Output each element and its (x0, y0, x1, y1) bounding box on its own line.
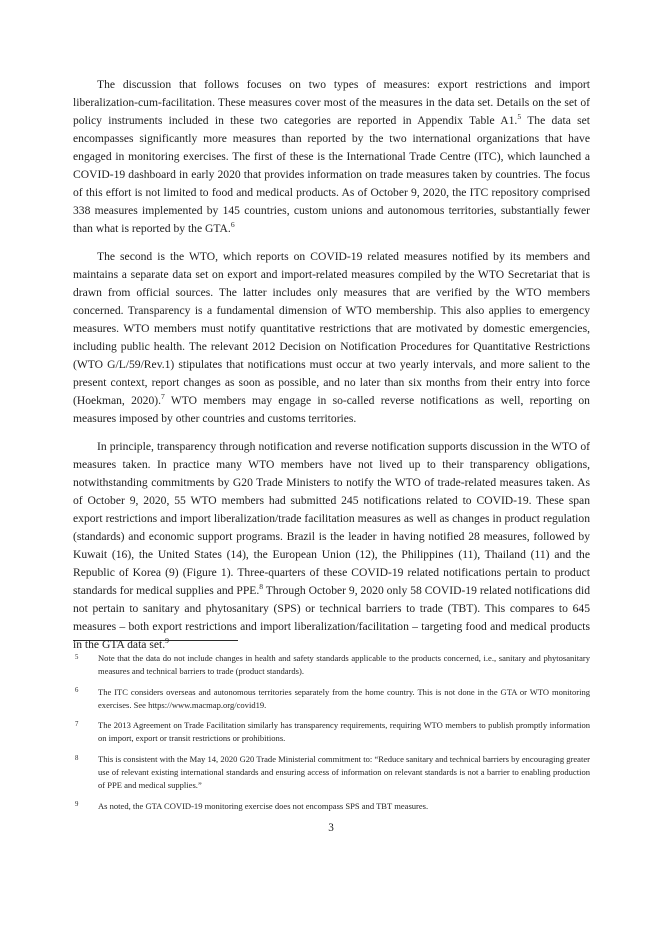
footnote-marker: 7 (75, 720, 79, 728)
footnote-item (73, 652, 590, 678)
footnote-reference-8[interactable]: 8 (259, 582, 264, 592)
paragraph-2 (73, 248, 590, 428)
page-number: 3 (328, 822, 334, 834)
footnote-item (73, 686, 590, 712)
footnote-marker: 8 (75, 754, 79, 762)
footnote-item (73, 800, 590, 813)
paragraph-1-text-b: The data set encompasses significantly more measures than reported by the two international organizations that have engaged in monitoring exercises. The first of these is the International Trade Centre (ITC), which launched a COVID-19 dashboard in early 2020 that provides information on trade measures taken by countries. The focus of this effort is not limited to food and medical products. As of October 9, 2020, the ITC repository comprised 338 measures implemented by 145 countries, custom unions and autonomous territories, substantially fewer than what is reported by the GTA. (73, 114, 591, 236)
paragraph-2-text-b: WTO members may engage in so-called reverse notifications as well, reporting on measures imposed by other countries and customs territories. (73, 394, 590, 426)
body-text-column (73, 76, 590, 654)
paragraph-1-text-a: The discussion that follows focuses on two types of measures: export restrictions and import liberalization-cum-facilitation. These measures cover most of the measures in the data set. Details on the set of policy instruments included in these two categories are reported in Appendix Table A1. (73, 78, 590, 128)
footnote-text: The ITC considers overseas and autonomous territories separately from the home country. This is not done in the GTA or WTO monitoring exercises. See https://www.macmap.org/covid19. (98, 686, 590, 710)
footnote-text: This is consistent with the May 14, 2020 G20 Trade Ministerial commitment to: “Reduce sanitary and technical barriers by encouraging greater use of relevant existing international standards and ensuring access of information on relevant standards is not a barrier to enabling production of PPE and medical supplies.” (98, 754, 590, 791)
footnote-reference-5[interactable]: 5 (517, 112, 522, 122)
footnote-reference-7[interactable]: 7 (161, 392, 165, 402)
footnote-separator-rule (73, 640, 238, 641)
footnote-marker: 9 (75, 801, 79, 809)
footnote-text: Note that the data do not include changes in health and safety standards applicable to the products concerned, i.e., sanitary and phytosanitary measures and technical barriers to trade (product standards). (98, 653, 590, 677)
footnote-item (73, 753, 590, 792)
footnote-marker: 5 (75, 653, 79, 661)
footnote-text: As noted, the GTA COVID-19 monitoring exercise does not encompass SPS and TBT measures. (98, 800, 429, 811)
footnote-marker: 6 (75, 687, 79, 695)
footnote-text: The 2013 Agreement on Trade Facilitation similarly has transparency requirements, requiring WTO members to publish promptly information on import, export or transit restrictions or prohibitions. (98, 720, 590, 744)
footnote-area (73, 640, 590, 813)
footnote-reference-9[interactable]: 9 (165, 636, 169, 646)
footnote-item (73, 719, 590, 745)
paragraph-3-text-b: Through October 9, 2020 only 58 COVID-19 related notifications did not pertain to sanitary and phytosanitary (SPS) or technical barriers to trade (TBT). This compares to 645 measures – both export restrictions and import liberalization/facilitation – targeting food and medical products in the GTA data set. (73, 584, 590, 652)
paragraph-1 (73, 76, 590, 238)
paragraph-3-text-a: In principle, transparency through notification and reverse notification supports discussion in the WTO of measures taken. In practice many WTO members have not lived up to their transparency obligations, notwithstanding commitments by G20 Trade Ministers to notify the WTO of trade-related measures taken. As of October 9, 2020, 55 WTO members had submitted 245 notifications related to COVID-19. These span export restrictions and import liberalization/trade facilitation measures as well as changes in product regulation (standards) and economic support programs. Brazil is the leader in having notified 28 measures, followed by Kuwait (16), the United States (14), the European Union (12), the Philippines (11), Thailand (11) and the Republic of Korea (9) (Figure 1). Three-quarters of these COVID-19 related notifications pertain to product standards for medical supplies and PPE. (73, 439, 590, 598)
paragraph-2-text-a: The second is the WTO, which reports on COVID-19 related measures notified by its members and maintains a separate data set on export and import-related measures compiled by the WTO Secretariat that is drawn from official sources. The latter includes only measures that are verified by the WTO members concerned. Transparency is a fundamental dimension of WTO membership. This also applies to emergency measures. WTO members must notify quantitative restrictions that are motivated by domestic emergencies, including public health. The relevant 2012 Decision on Notification Procedures for Quantitative Restrictions (WTO G/L/59/Rev.1) stipulates that notifications must occur at two yearly intervals, and more salient to the present context, report changes as soon as possible, and no later than six months from their entry into force (Hoekman, 2020). (73, 249, 590, 408)
paragraph-3 (73, 438, 590, 655)
footnote-reference-6[interactable]: 6 (230, 220, 235, 230)
